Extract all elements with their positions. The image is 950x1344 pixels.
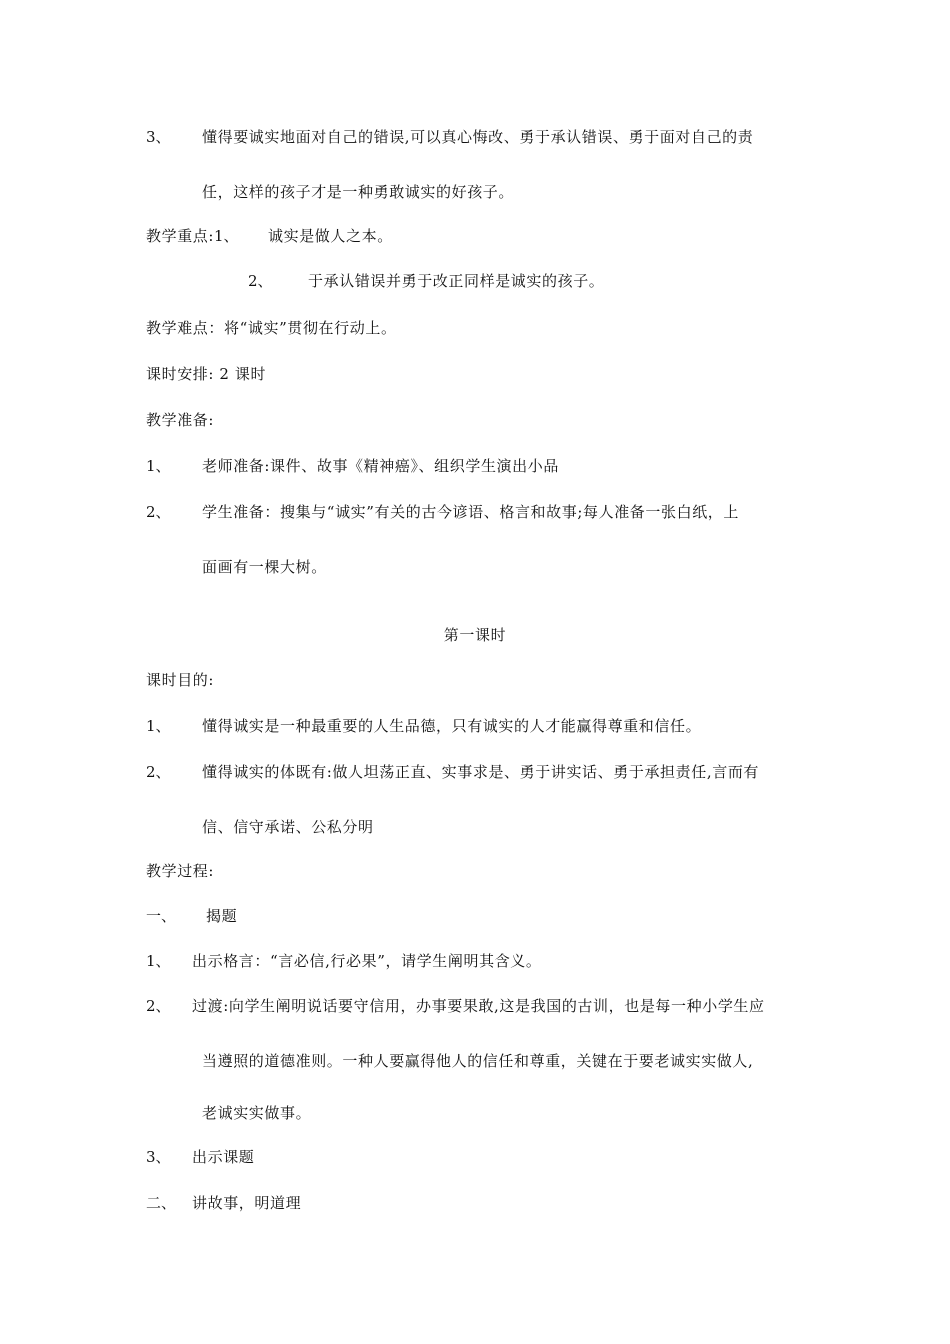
list-number: 1、	[214, 227, 239, 245]
objective-3-line-1: 懂得要诚实地面对自己的错误,可以真心悔改、勇于承认错误、勇于面对自己的责	[202, 128, 754, 146]
preparation-item-1: 老师准备:课件、故事《精神癌》、组织学生演出小品	[202, 457, 559, 475]
key-point-1: 诚实是做人之本。	[268, 227, 393, 245]
lesson-goal-2-line-1: 懂得诚实的体既有:做人坦荡正直、实事求是、勇于讲实话、勇于承担责任,言而有	[202, 763, 760, 781]
section-number: 一、	[146, 907, 177, 925]
lesson-goal-2-line-2: 信、信守承诺、公私分明	[202, 818, 374, 836]
process-step-2-line-2: 当遵照的道德准则。一种人要赢得他人的信任和尊重，关键在于要老诚实实做人,	[202, 1052, 754, 1070]
key-points-label: 教学重点:	[146, 227, 215, 245]
schedule-text: 课时安排: 2 课时	[146, 365, 267, 383]
key-point-2: 于承认错误并勇于改正同样是诚实的孩子。	[308, 272, 605, 290]
process-step-1: 出示格言：“言必信,行必果”，请学生阐明其含义。	[192, 952, 542, 970]
preparation-item-2-line-2: 面画有一棵大树。	[202, 558, 327, 576]
preparation-label: 教学准备:	[146, 411, 215, 429]
list-number: 2、	[146, 503, 171, 521]
process-label: 教学过程:	[146, 862, 215, 880]
lesson-goal-1: 懂得诚实是一种最重要的人生品德，只有诚实的人才能赢得尊重和信任。	[202, 717, 702, 735]
process-step-3: 出示课题	[192, 1148, 255, 1166]
objective-3-line-2: 任，这样的孩子才是一种勇敢诚实的好孩子。	[202, 183, 515, 201]
section-2-title: 讲故事，明道理	[192, 1194, 302, 1212]
preparation-item-2-line-1: 学生准备：搜集与“诚实”有关的古今谚语、格言和故事;每人准备一张白纸，上	[202, 503, 739, 521]
list-number: 2、	[146, 997, 171, 1015]
list-number: 1、	[146, 952, 171, 970]
process-step-2-line-1: 过渡:向学生阐明说话要守信用，办事要果敢,这是我国的古训，也是每一种小学生应	[192, 997, 765, 1015]
list-number: 2、	[146, 763, 171, 781]
section-number: 二、	[146, 1194, 177, 1212]
section-1-title: 揭题	[206, 907, 238, 925]
lesson-goals-label: 课时目的:	[146, 671, 215, 689]
list-number: 1、	[146, 717, 171, 735]
lesson-title: 第一课时	[443, 626, 507, 644]
process-step-2-line-3: 老诚实实做事。	[202, 1104, 312, 1122]
list-number: 1、	[146, 457, 171, 475]
list-number: 2、	[248, 272, 273, 290]
list-number: 3、	[146, 128, 171, 146]
list-number: 3、	[146, 1148, 171, 1166]
difficulty-text: 教学难点：将“诚实”贯彻在行动上。	[146, 319, 397, 337]
